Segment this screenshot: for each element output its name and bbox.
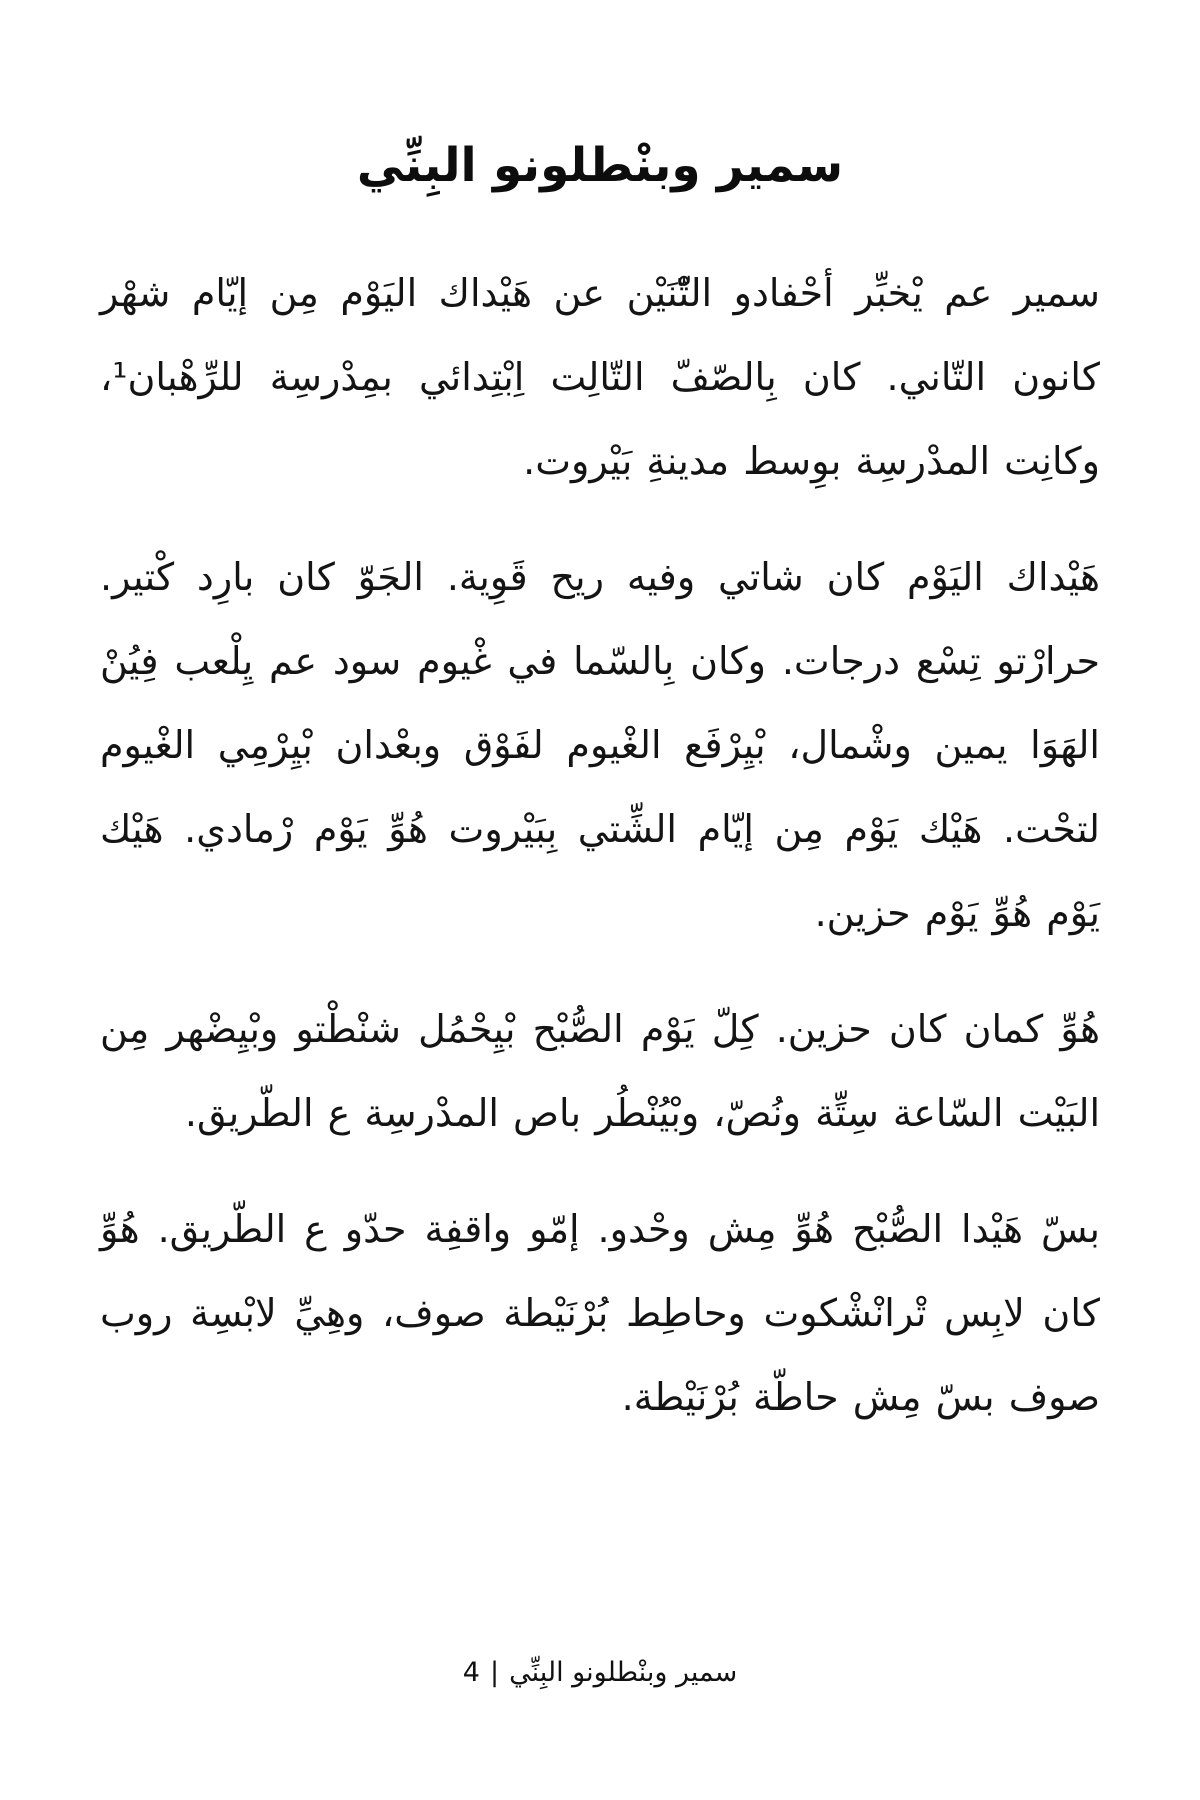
page-content	[100, 128, 1100, 1439]
story-paragraph-3: هُوِّ كمان كان حزين. كِلّ يَوْم الصُّبْح بْيِحْمُل شنْطْتو وبْيِضْهر مِن البَيْت السّاعة سِتِّة ونُصّ، وبْيُنْطُر باص المدْرسِة ع الطّريق.	[100, 1007, 1100, 1136]
footer-separator: |	[489, 1657, 500, 1688]
story-body	[100, 251, 1100, 1439]
footer-page-number: 4	[462, 1657, 480, 1688]
page-footer	[0, 1657, 1200, 1688]
footer-book-title: سمير وبنْطلونو البِنِّي	[509, 1657, 738, 1688]
page-title: سمير وبنْطلونو البِنِّي	[356, 138, 844, 193]
story-paragraph-2: هَيْداك اليَوْم كان شاتي وفيه ريح قَوِية. الجَوّ كان بارِد كْتير. حرارْتو تِسْع درجات. وكان بِالسّما في غْيوم سود عم يِلْعب فِيُنْ الهَوَا يمين وشْمال، بْيِرْفَع الغْيوم لفَوْق وبعْدان بْيِرْمِي الغْيوم لتحْت. هَيْك يَوْم مِن إيّام الشِّتي بِبَيْروت هُوِّ يَوْم رْمادي. هَيْك يَوْم هُوِّ يَوْم حزين.	[100, 555, 1100, 936]
story-paragraph-1: سمير عم يْخبِّر أحْفادو التّْنَيْن عن هَيْداك اليَوْم مِن إيّام شهْر كانون التّاني. كان بِالصّفّ التّالِت اِبْتِدائي بمِدْرسِة للرِّهْبان¹، وكانِت المدْرسِة بوِسط مدينةِ بَيْروت.	[100, 271, 1100, 484]
story-paragraph-4: بسّ هَيْدا الصُّبْح هُوِّ مِش وحْدو. إمّو واقفِة حدّو ع الطّريق. هُوِّ كان لابِس تْرانْشْكوت وحاطِط بُرْنَيْطة صوف، وهِيِّ لابْسِة روب صوف بسّ مِش حاطّة بُرْنَيْطة.	[100, 1207, 1100, 1420]
